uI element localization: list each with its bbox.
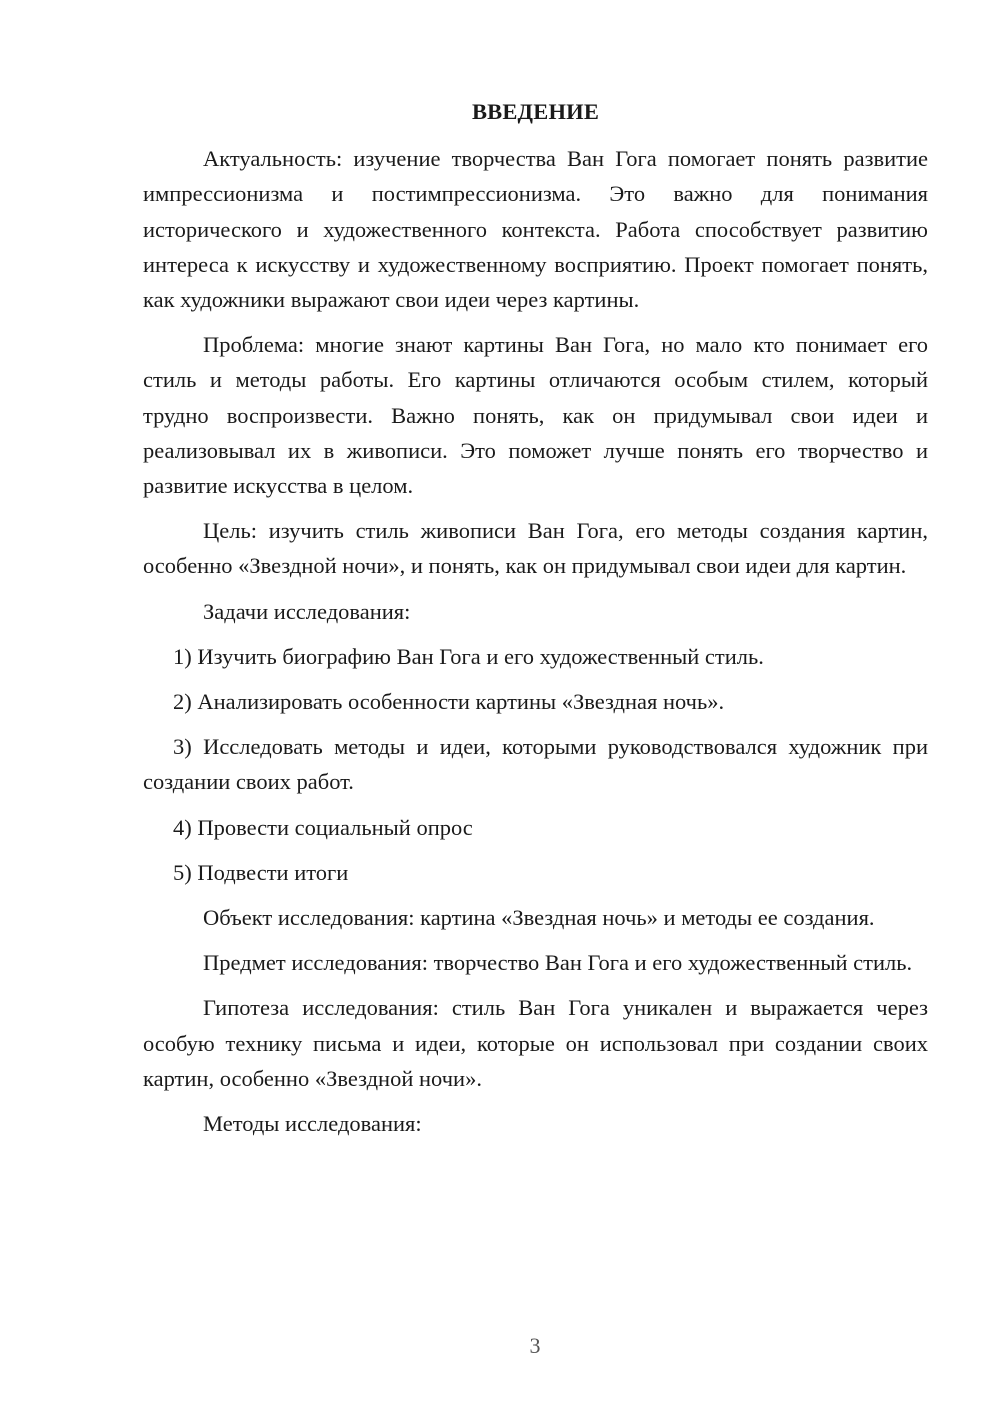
- paragraph-object: Объект исследования: картина «Звездная ночь» и методы ее создания.: [203, 905, 875, 931]
- task-item-2: 2) Анализировать особенности картины «Звездная ночь».: [173, 689, 725, 715]
- task-item-4: 4) Провести социальный опрос: [173, 814, 473, 840]
- paragraph-methods-heading: Методы исследования:: [203, 1111, 422, 1137]
- page-number: 3: [529, 1333, 541, 1358]
- paragraph-goal: Цель: изучить стиль живописи Ван Гога, его методы создания картин, особенно «Звездной ночи», и понять, как он придумывал свои идеи для картин.: [143, 518, 928, 579]
- paragraph-relevance: Актуальность: изучение творчества Ван Гога помогает понять развитие импрессионизма и постимпрессионизма. Это важно для понимания исторического и художественного контекста. Работа способствует развитию интереса к искусству и художественному восприятию. Проект помогает понять, как художники выражают свои идеи через картины.: [143, 146, 928, 313]
- paragraph-problem: Проблема: многие знают картины Ван Гога, но мало кто понимает его стиль и методы работы. Его картины отличаются особым стилем, который трудно воспроизвести. Важно понять, как он придумывал свои идеи и реализовывал их в живописи. Это поможет лучше понять его творчество и развитие искусства в целом.: [143, 332, 928, 499]
- task-item-1: 1) Изучить биографию Ван Гога и его художественный стиль.: [173, 643, 764, 669]
- document-body: [143, 94, 928, 1151]
- task-item-5: 5) Подвести итоги: [173, 859, 349, 885]
- paragraph-hypothesis: Гипотеза исследования: стиль Ван Гога уникален и выражается через особую технику письма и идеи, которые он использовал при создании своих картин, особенно «Звездной ночи».: [143, 995, 928, 1091]
- paragraph-subject: Предмет исследования: творчество Ван Гога и его художественный стиль.: [203, 950, 913, 976]
- task-item-3: 3) Исследовать методы и идеи, которыми руководствовался художник при создании своих работ.: [143, 734, 928, 795]
- paragraph-tasks-heading: Задачи исследования:: [203, 598, 411, 624]
- page-title: ВВЕДЕНИЕ: [471, 99, 600, 124]
